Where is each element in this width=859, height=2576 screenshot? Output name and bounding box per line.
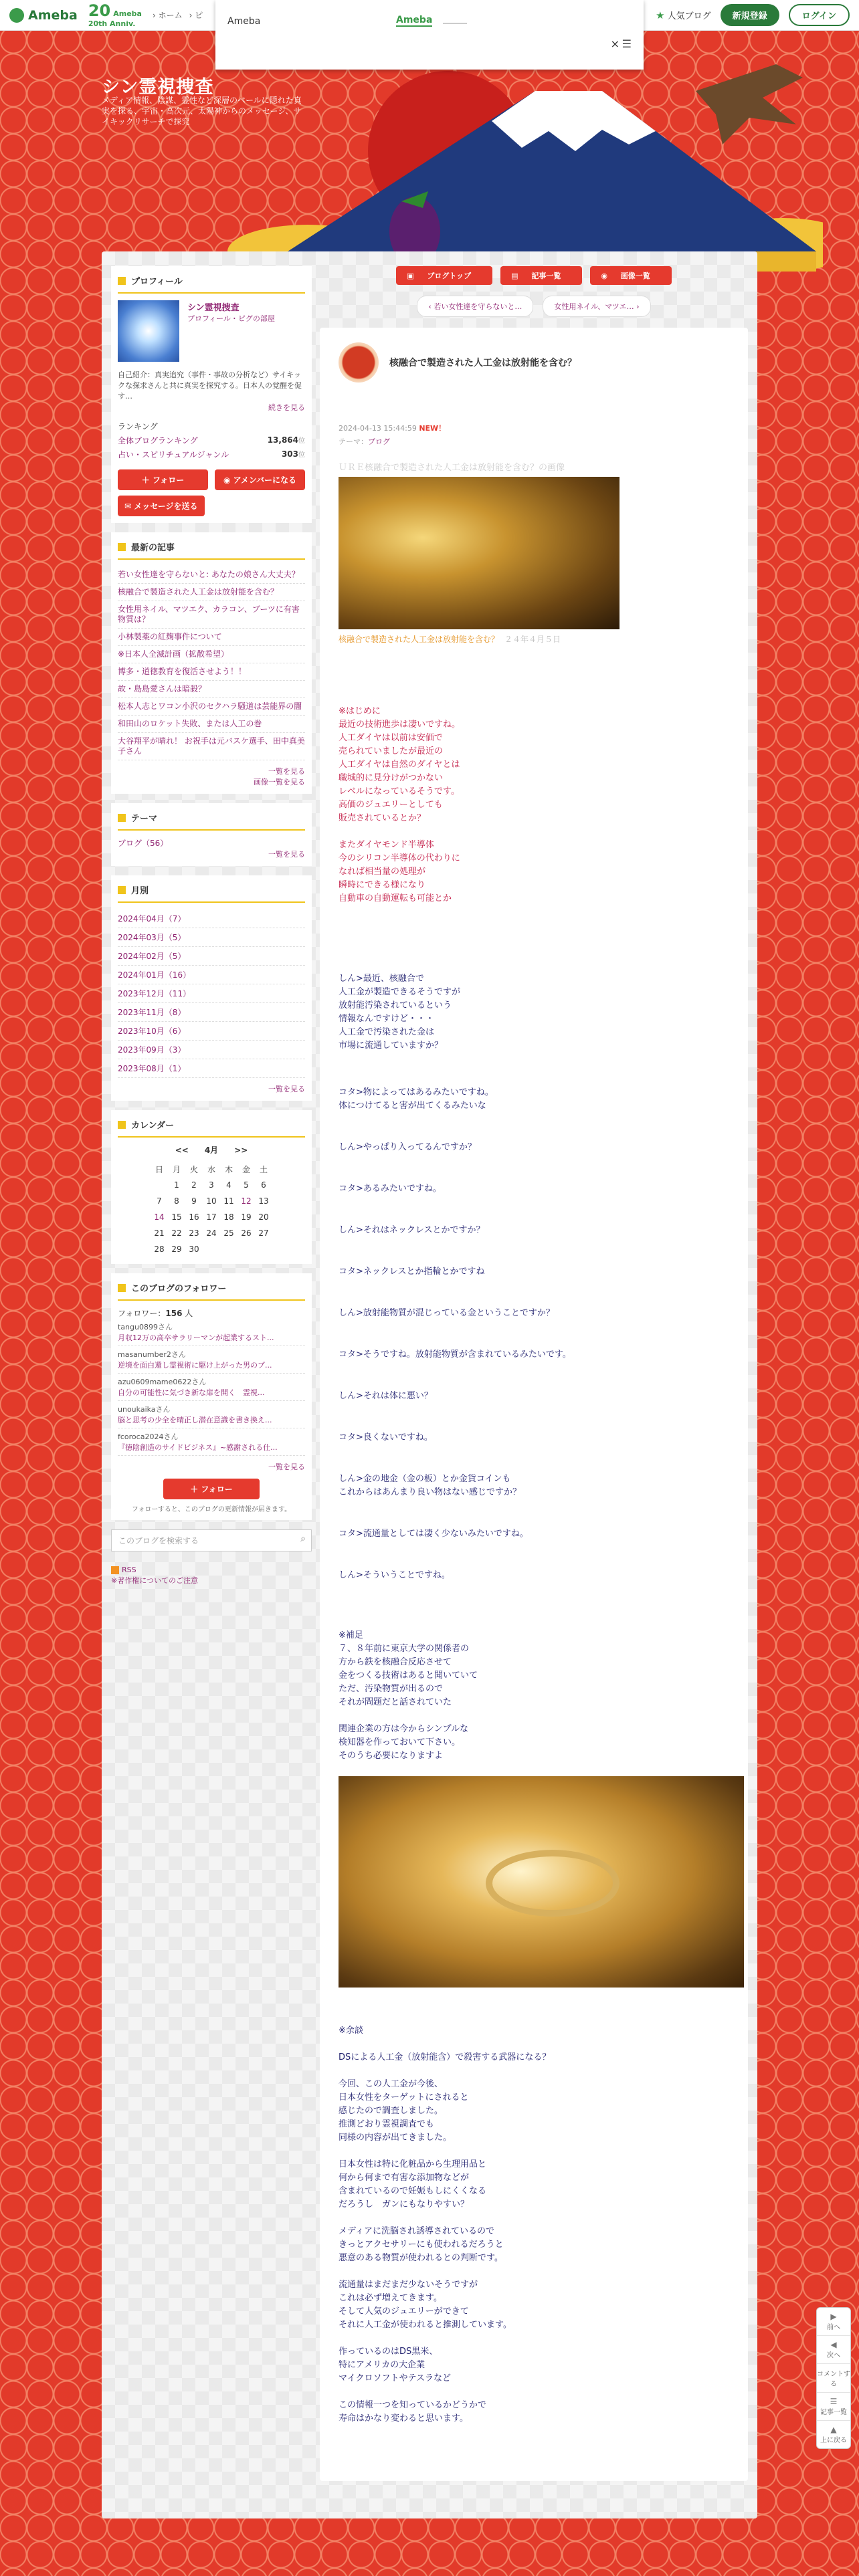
overlay-popup bbox=[215, 0, 644, 70]
calendar-week bbox=[151, 1241, 272, 1257]
breadcrumb-next-label: ピ bbox=[195, 11, 203, 20]
popup-tab[interactable]: Ameba bbox=[396, 15, 433, 25]
ameba-frog-icon bbox=[9, 8, 24, 23]
arrow-right-icon: ▶ bbox=[830, 2312, 837, 2321]
calendar-box bbox=[111, 1110, 312, 1264]
theme-label: テーマ： bbox=[339, 437, 368, 446]
calendar-day: 10 bbox=[206, 1196, 217, 1206]
content-column bbox=[320, 266, 748, 2481]
list-item[interactable]: 故・島島愛さんは暗殺？ bbox=[118, 681, 305, 698]
profile-card bbox=[118, 300, 305, 362]
blog-top-label: ブログトップ bbox=[416, 267, 482, 284]
list-item[interactable]: 松本人志とワコン小沢のセクハラ騒道は芸能界の闇 bbox=[118, 698, 305, 716]
calendar-next[interactable]: >> bbox=[234, 1146, 248, 1155]
paragraph: 今回、この人工金が今後、 日本女性をターゲットにされると 感じたので調査しました。 推測どおり霊視調査でも 同様の内容が出てきました。 bbox=[339, 2079, 469, 2143]
heading-square-icon bbox=[118, 1121, 126, 1129]
monthly-heading bbox=[118, 883, 305, 903]
ranking-row bbox=[118, 435, 305, 446]
weekday-label: 月 bbox=[172, 1164, 181, 1174]
follower-name: masanumber2さん bbox=[118, 1350, 186, 1359]
followers-box bbox=[111, 1273, 312, 1520]
calendar-day: 7 bbox=[157, 1196, 162, 1206]
calendar-day: 22 bbox=[171, 1228, 182, 1238]
paragraph: しん>それは体に悪い？ bbox=[339, 1391, 433, 1401]
close-icon[interactable]: × bbox=[610, 37, 619, 50]
calendar-week bbox=[151, 1209, 272, 1225]
calendar-day: 15 bbox=[171, 1212, 182, 1222]
comment-button[interactable] bbox=[817, 2364, 850, 2393]
paragraph: しん>やっぱり入ってるんですか？ bbox=[339, 1142, 476, 1152]
blog-thumbnail-icon bbox=[339, 342, 379, 383]
follower-item[interactable] bbox=[118, 1319, 305, 1346]
popup-title: Ameba bbox=[227, 16, 261, 27]
list-item[interactable]: 和田山のロケット失敗、または人工の巻 bbox=[118, 716, 305, 733]
paragraph: コタ>あるみたいですね。 bbox=[339, 1184, 442, 1194]
theme-link[interactable]: ブログ bbox=[368, 437, 390, 446]
theme-list-link[interactable]: 一覧を見る bbox=[268, 850, 305, 859]
recent-entries-list bbox=[118, 566, 305, 760]
monthly-list-link[interactable]: 一覧を見る bbox=[268, 1085, 305, 1093]
entry-list-float-label: 記事一覧 bbox=[820, 2409, 847, 2416]
calendar-day: 30 bbox=[189, 1245, 199, 1254]
paragraph: この情報一つを知っているかどうかで 寿命はかなり変わると思います。 bbox=[339, 2400, 487, 2424]
arrow-up-icon: ▲ bbox=[830, 2425, 837, 2434]
calendar-day bbox=[220, 1241, 237, 1257]
faded-caption: ＵＲＥ核融合で製造された人工金は放射能を含む？の画像 bbox=[339, 463, 565, 473]
ranking-genre-value: 303 bbox=[281, 449, 298, 459]
avatar[interactable] bbox=[118, 300, 179, 362]
calendar-day bbox=[151, 1177, 168, 1193]
image-list-label: 画像一覧 bbox=[610, 267, 661, 284]
calendar-day: 11 bbox=[223, 1196, 234, 1206]
article bbox=[320, 328, 748, 2481]
calendar-day: 27 bbox=[258, 1228, 269, 1238]
calendar-day bbox=[237, 1241, 255, 1257]
list-item[interactable]: 2023年11月（8） bbox=[118, 1003, 305, 1022]
entry-list-button[interactable]: ▤ 記事一覧 bbox=[500, 266, 582, 285]
breadcrumb-arrow: › bbox=[189, 11, 193, 20]
image-caption bbox=[339, 633, 729, 645]
follower-blog: 『徳陰創造のサイドビジネス』~感謝される仕... bbox=[118, 1443, 278, 1452]
paragraph: しん>放射能物質が混じっている金ということですか？ bbox=[339, 1308, 555, 1318]
ranking-overall-value-wrap bbox=[268, 435, 305, 446]
paragraph: ※補足 ７、８年前に東京大学の関係者の 方から鉄を核融合反応させて 金をつくる技術はあると聞いていて ただ、汚染物質が出るので それが問題だと話されていた bbox=[339, 1630, 478, 1707]
blog-search-input[interactable] bbox=[111, 1529, 312, 1551]
follow-label: フォロー bbox=[201, 1485, 233, 1494]
article-header bbox=[339, 342, 729, 383]
read-more-link[interactable]: 続きを見る bbox=[268, 403, 305, 412]
calendar-day: 26 bbox=[241, 1228, 252, 1238]
calendar-day: 29 bbox=[171, 1245, 182, 1254]
paragraph: 流通量はまだまだ少ないそうですが これは必ず増えてきます。 そして人気のジュエリーができて それに人工金が使われると推測しています。 bbox=[339, 2280, 512, 2330]
calendar-week bbox=[151, 1225, 272, 1241]
calendar-heading bbox=[118, 1118, 305, 1138]
calendar-day: 21 bbox=[154, 1228, 165, 1238]
blog-top-button[interactable]: ▣ ブログトップ bbox=[396, 266, 492, 285]
calendar bbox=[118, 1144, 305, 1257]
paragraph: メディアに洗脳され誘導されているので きっとアクセサリーにも使われるだろうと 悪意のある物質が使われるとの判断です。 bbox=[339, 2226, 504, 2263]
list-item[interactable]: 2023年12月（11） bbox=[118, 984, 305, 1003]
hawk-icon bbox=[696, 64, 803, 144]
ranking-unit: 位 bbox=[298, 451, 305, 459]
article-date: 2024-04-13 15:44:59 bbox=[339, 424, 417, 433]
image-caption-date: ２４年４月５日 bbox=[504, 635, 561, 644]
calendar-day: 8 bbox=[174, 1196, 179, 1206]
gold-rings-image[interactable] bbox=[339, 1776, 744, 1988]
calendar-day-link[interactable]: 12 bbox=[241, 1196, 252, 1206]
paragraph: またダイヤモンド半導体 今のシリコン半導体の代わりに なれば相当量の処理が 瞬時にできる様になり 自動車の自動運転も可能とか bbox=[339, 840, 460, 903]
paragraph: しん>そういうことですね。 bbox=[339, 1570, 450, 1580]
article-meta bbox=[339, 423, 729, 433]
paragraph: ※はじめに 最近の技術進歩は凄いですね。 人工ダイヤは以前は安価で 売られていましたが最近の 人工ダイヤは自然のダイヤとは 職城的に見分けがつかない レベルになっているそうです。 高価のジュエリーとしても 販売されているとか？ bbox=[339, 706, 461, 823]
profile-heading-text: プロフィール bbox=[131, 277, 183, 287]
list-item[interactable]: 2024年02月（5） bbox=[118, 947, 305, 966]
followers-list-link[interactable]: 一覧を見る bbox=[268, 1463, 305, 1471]
calendar-day bbox=[255, 1241, 272, 1257]
recent-heading-text: 最新の記事 bbox=[131, 543, 175, 553]
follow-cta bbox=[118, 1479, 305, 1499]
list-item[interactable]: ※日本人全滅計画（拡散希望） bbox=[118, 646, 305, 663]
heading-square-icon bbox=[118, 543, 126, 551]
follower-name: tangu0899さん bbox=[118, 1323, 173, 1331]
menu-icon[interactable]: ☰ bbox=[622, 37, 632, 50]
recent-heading bbox=[118, 540, 305, 560]
ranking-overall-link[interactable]: 全体ブログランキング bbox=[118, 436, 198, 445]
list-item[interactable]: 2024年01月（16） bbox=[118, 966, 305, 984]
follower-blog: 自分の可能性に気づき新な扉を開く 霊視... bbox=[118, 1388, 265, 1397]
profile-name[interactable]: シン霊視捜査 bbox=[187, 303, 240, 313]
calendar-day: 20 bbox=[258, 1212, 269, 1222]
content-top-buttons bbox=[320, 266, 748, 285]
search-icon[interactable]: ⌕ bbox=[300, 1533, 306, 1544]
next-entry-link[interactable]: 女性用ネイル、マツエ… › bbox=[543, 296, 650, 317]
ranking-genre-value-wrap bbox=[282, 449, 305, 460]
ranking-genre-link[interactable]: 占い・スピリチュアルジャンル bbox=[118, 450, 229, 459]
paragraph: 作っているのはDS黒米、 特にアメリカの大企業 マイクロソフトやテスラなど bbox=[339, 2347, 451, 2383]
heading-square-icon bbox=[118, 277, 126, 285]
follow-button[interactable]: ＋ フォロー bbox=[118, 469, 208, 490]
profile-heading bbox=[118, 274, 305, 294]
search-placeholder: このブログを検索する bbox=[118, 1536, 199, 1545]
profile-pigg-link[interactable]: プロフィール・ピグの部屋 bbox=[187, 314, 275, 323]
copyright-note-link[interactable]: ※著作権についてのご注意 bbox=[111, 1576, 198, 1585]
popular-blog-label: 人気ブログ bbox=[667, 11, 711, 21]
next-button[interactable] bbox=[817, 2336, 850, 2364]
weekday-label: 火 bbox=[189, 1164, 198, 1174]
follower-blog: 脳と思考の少全を晴正し潜在意識を書き換え... bbox=[118, 1416, 272, 1424]
signup-button[interactable]: 新規登録 bbox=[721, 4, 779, 26]
calendar-day: 25 bbox=[223, 1228, 234, 1238]
gold-jewelry-image[interactable] bbox=[339, 477, 619, 629]
profile-intro: 自己紹介：真実追究（事件・事故の分析など）サイキックな探求さんと共に真実を探究する。日本人の覚醒を促す… bbox=[118, 370, 302, 401]
theme-heading bbox=[118, 811, 305, 831]
image-list-link[interactable]: 画像一覧を見る bbox=[254, 778, 305, 786]
prev-entry-link[interactable]: ‹ 若い女性達を守らないと… bbox=[417, 296, 533, 317]
prev-label: 前へ bbox=[827, 2324, 840, 2331]
followers-heading bbox=[118, 1281, 305, 1301]
theme-heading-text: テーマ bbox=[131, 814, 158, 824]
next-label: 次へ bbox=[827, 2352, 840, 2359]
arrow-left-icon: ◀ bbox=[830, 2340, 837, 2349]
follower-count-unit: 人 bbox=[182, 1309, 193, 1318]
calendar-week bbox=[151, 1177, 272, 1193]
follower-item[interactable] bbox=[118, 1374, 305, 1401]
paragraph: コタ>ネックレスとか指輪とかですね bbox=[339, 1267, 485, 1277]
paragraph: ※余談 bbox=[339, 2026, 363, 2036]
follower-count bbox=[118, 1307, 305, 1319]
recent-list-link[interactable]: 一覧を見る bbox=[268, 767, 305, 776]
entry-navigation bbox=[320, 296, 748, 317]
monthly-list bbox=[118, 909, 305, 1078]
weekday-label: 木 bbox=[224, 1164, 233, 1174]
list-item[interactable]: 2024年04月（7） bbox=[118, 909, 305, 928]
heading-square-icon bbox=[118, 1284, 126, 1292]
logo-text: Ameba bbox=[28, 7, 78, 23]
paragraph: コタ>流通量としては凄く少ないみたいですね。 bbox=[339, 1529, 529, 1539]
calendar-day: 6 bbox=[261, 1180, 266, 1190]
list-item[interactable]: 大谷翔平が晴れ！ お祝手は元バスケ選手、田中真美子さん bbox=[118, 733, 305, 760]
paragraph: 関連企業の方は今からシンプルな 検知器を作っておいて下さい。 そのうち必要になりますよ bbox=[339, 1724, 469, 1761]
follower-blog: 逆境を面白還し霊視術に駆け上がった男のブ... bbox=[118, 1361, 272, 1370]
new-badge: NEW！ bbox=[419, 424, 446, 433]
ranking-label: ランキング bbox=[118, 422, 158, 431]
rss-icon bbox=[111, 1566, 119, 1574]
image-list-button[interactable]: ◉ 画像一覧 bbox=[590, 266, 671, 285]
weekday-label: 金 bbox=[242, 1164, 250, 1174]
calendar-day-link[interactable]: 14 bbox=[154, 1212, 165, 1222]
follower-name: unoukaikaさん bbox=[118, 1405, 171, 1414]
follower-item[interactable] bbox=[118, 1346, 305, 1374]
sidebar bbox=[111, 266, 312, 1586]
list-item[interactable]: 2023年09月（3） bbox=[118, 1041, 305, 1059]
anniv-num: 20 bbox=[88, 1, 111, 21]
theme-box bbox=[111, 803, 312, 866]
popular-blog-link[interactable] bbox=[656, 9, 710, 21]
calendar-day bbox=[203, 1241, 220, 1257]
anniversary-logo[interactable] bbox=[88, 2, 142, 27]
calendar-day: 17 bbox=[206, 1212, 217, 1222]
calendar-day: 2 bbox=[191, 1180, 197, 1190]
rss-block bbox=[111, 1565, 312, 1586]
weekday-label: 土 bbox=[259, 1164, 268, 1174]
list-item[interactable]: 2024年03月（5） bbox=[118, 928, 305, 947]
list-item[interactable]: 博多・道徳教育を復活させよう！！ bbox=[118, 663, 305, 681]
calendar-grid bbox=[151, 1161, 272, 1257]
calendar-heading-text: カレンダー bbox=[131, 1121, 175, 1131]
ameba-logo[interactable] bbox=[9, 8, 78, 23]
calendar-day: 18 bbox=[223, 1212, 234, 1222]
calendar-day: 5 bbox=[244, 1180, 249, 1190]
calendar-day: 28 bbox=[154, 1245, 165, 1254]
followers-heading-text: このブログのフォロワー bbox=[131, 1284, 227, 1294]
list-item[interactable]: 若い女性達を守らないと: あなたの娘さん大丈夫？ bbox=[118, 566, 305, 584]
fuji-header-illustration bbox=[227, 51, 823, 285]
back-to-top-label: 上に戻る bbox=[820, 2437, 847, 2444]
star-icon: ★ bbox=[656, 9, 665, 21]
follower-name: azu0609mame0622さん bbox=[118, 1378, 207, 1386]
entry-list-label: 記事一覧 bbox=[520, 267, 571, 284]
breadcrumb-home-label: ホーム bbox=[158, 11, 183, 20]
entry-list-float-button[interactable] bbox=[817, 2393, 850, 2421]
ranking-row bbox=[118, 449, 305, 460]
article-theme bbox=[339, 436, 729, 447]
follower-item[interactable] bbox=[118, 1428, 305, 1456]
fuji-snow-cap bbox=[492, 91, 656, 151]
list-item[interactable]: 女性用ネイル、マツエク、カラコン、ブーツに有害物質は？ bbox=[118, 601, 305, 629]
heading-square-icon bbox=[118, 814, 126, 822]
calendar-day: 13 bbox=[258, 1196, 269, 1206]
calendar-week bbox=[151, 1193, 272, 1209]
calendar-prev[interactable]: << bbox=[175, 1146, 189, 1155]
follower-name: fcoroca2024さん bbox=[118, 1432, 179, 1441]
profile-actions bbox=[118, 469, 305, 490]
prev-button[interactable] bbox=[817, 2308, 850, 2336]
weekday-label: 水 bbox=[207, 1164, 215, 1174]
calendar-day: 19 bbox=[241, 1212, 252, 1222]
follower-count-value: 156 bbox=[165, 1309, 183, 1318]
follower-item[interactable] bbox=[118, 1401, 305, 1428]
blog-description: メディア情報、陰謀、霊性など深層のベールに隠れた真実を探る、宇宙・高次元、太陽神からのメッセージ、サイキックリサーチで探究 bbox=[102, 96, 302, 126]
calendar-day: 4 bbox=[226, 1180, 231, 1190]
floating-nav bbox=[816, 2307, 851, 2449]
popup-divider bbox=[443, 23, 467, 24]
message-label: メッセージを送る bbox=[134, 502, 198, 511]
anniv-sub: 20th Anniv. bbox=[88, 19, 136, 28]
follower-blog: 月収12万の高卒サラリーマンが起業するスト... bbox=[118, 1333, 274, 1342]
calendar-month: 4月 bbox=[204, 1146, 219, 1155]
amember-label: アメンバーになる bbox=[233, 475, 297, 485]
profile-box bbox=[111, 266, 312, 523]
list-item[interactable]: 2023年08月（1） bbox=[118, 1059, 305, 1078]
article-title[interactable]: 核融合で製造された人工金は放射能を含む？ bbox=[389, 358, 577, 368]
list-icon: ☰ bbox=[830, 2397, 838, 2406]
calendar-day: 24 bbox=[206, 1228, 217, 1238]
follower-count-label: フォロワー： bbox=[118, 1309, 166, 1318]
calendar-day: 23 bbox=[189, 1228, 199, 1238]
paragraph: コタ>良くないですね。 bbox=[339, 1432, 433, 1442]
message-button[interactable]: ✉ メッセージを送る bbox=[118, 496, 205, 516]
list-item[interactable]: 核融合で製造された人工金は放射能を含む？ bbox=[118, 584, 305, 601]
ranking-overall-value: 13,864 bbox=[267, 435, 298, 445]
list-item[interactable]: 小林製薬の紅麹事件について bbox=[118, 629, 305, 646]
recent-entries-box bbox=[111, 532, 312, 794]
paragraph: しん>それはネックレスとかですか？ bbox=[339, 1225, 485, 1235]
follow-note: フォローすると、このブログの更新情報が届きます。 bbox=[131, 1506, 292, 1513]
calendar-day: 9 bbox=[191, 1196, 197, 1206]
breadcrumb-next[interactable] bbox=[189, 9, 203, 21]
monthly-heading-text: 月別 bbox=[131, 886, 149, 896]
blog-title[interactable]: シン霊視捜査 bbox=[102, 77, 214, 98]
follow-button-bottom[interactable]: ＋ フォロー bbox=[163, 1479, 260, 1499]
breadcrumb-home[interactable] bbox=[153, 9, 183, 21]
paragraph: コタ>物によってはあるみたいですね。 体につけてると害が出てくるみたいな bbox=[339, 1087, 494, 1111]
main-frame bbox=[102, 251, 757, 2518]
monthly-box bbox=[111, 875, 312, 1101]
theme-item[interactable]: ブログ（56） bbox=[118, 839, 169, 848]
image-caption-text: 核融合で製造された人工金は放射能を含む？ bbox=[339, 635, 500, 644]
breadcrumb-arrow: › bbox=[152, 11, 156, 20]
calendar-day: 1 bbox=[174, 1180, 179, 1190]
comment-label: コメントする bbox=[817, 2371, 850, 2388]
paragraph: DSによる人工金（放射能含）で殺害する武器になる？ bbox=[339, 2052, 551, 2062]
back-to-top-button[interactable] bbox=[817, 2421, 850, 2448]
list-item[interactable]: 2023年10月（6） bbox=[118, 1022, 305, 1041]
heading-square-icon bbox=[118, 886, 126, 894]
paragraph: しん>最近、核融合で 人工金が製造できるそうですが 放射能汚染されているという 情報なんですけど・・・ 人工金で汚染された金は 市場に流通していますか？ bbox=[339, 974, 461, 1051]
login-button[interactable]: ログイン bbox=[789, 4, 850, 26]
weekday-label: 日 bbox=[155, 1164, 163, 1174]
ranking-unit: 位 bbox=[298, 437, 305, 445]
paragraph: コタ>そうですね。放射能物質が含まれているみたいです。 bbox=[339, 1350, 571, 1360]
paragraph: しん>金の地金（金の板）とか金貨コインも これからはあんまり良い物はない感じですか？ bbox=[339, 1474, 522, 1497]
calendar-weekdays bbox=[151, 1161, 272, 1177]
amember-button[interactable]: ◉ アメンバーになる bbox=[215, 469, 305, 490]
rss-link[interactable]: RSS bbox=[122, 1566, 136, 1574]
anniv-brand: Ameba bbox=[113, 9, 142, 19]
follow-label: フォロー bbox=[152, 475, 185, 485]
calendar-nav bbox=[118, 1144, 305, 1156]
paragraph: 日本女性は特に化粧品から生理用品と 何から何まで有害な添加物などが 含まれているので妊娠もしにくくなる だろうし ガンにもなりやすい？ bbox=[339, 2159, 487, 2210]
calendar-day: 16 bbox=[189, 1212, 199, 1222]
calendar-day: 3 bbox=[209, 1180, 214, 1190]
